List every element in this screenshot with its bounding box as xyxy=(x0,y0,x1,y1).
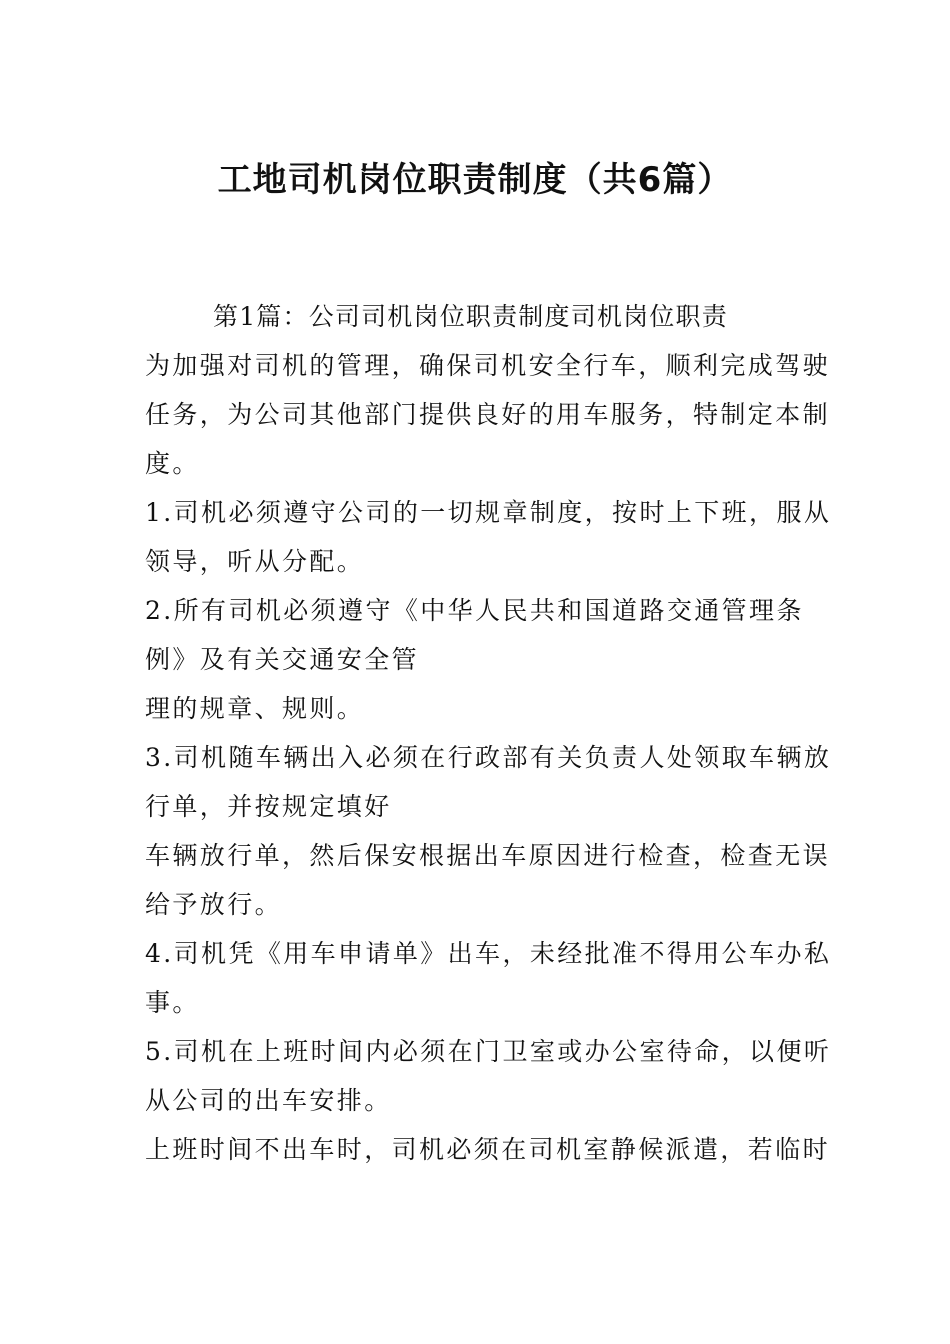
paragraph-line: 从公司的出车安排。 xyxy=(145,1086,392,1115)
paragraph-line: 给予放行。 xyxy=(145,890,283,919)
section-heading: 第1篇：公司司机岗位职责制度司机岗位职责 xyxy=(213,302,728,331)
paragraph-line: 任务，为公司其他部门提供良好的用车服务，特制定本制 xyxy=(145,400,831,429)
paragraph-line: 领导，听从分配。 xyxy=(145,547,365,576)
paragraph-line: 上班时间不出车时，司机必须在司机室静候派遣，若临时 xyxy=(145,1135,831,1164)
paragraph-line: 3.司机随车辆出入必须在行政部有关负责人处领取车辆放 xyxy=(145,743,832,772)
document-title: 工地司机岗位职责制度（共6篇） xyxy=(217,160,733,200)
paragraph-line: 度。 xyxy=(145,449,200,478)
paragraph-line: 4.司机凭《用车申请单》出车，未经批准不得用公车办私 xyxy=(145,939,832,968)
paragraph-line: 1.司机必须遵守公司的一切规章制度，按时上下班，服从 xyxy=(145,498,832,527)
paragraph-line: 2.所有司机必须遵守《中华人民共和国道路交通管理条 xyxy=(145,596,804,625)
document-body xyxy=(145,292,832,1174)
paragraph-line: 车辆放行单，然后保安根据出车原因进行检查，检查无误 xyxy=(145,841,831,870)
paragraph-line: 例》及有关交通安全管 xyxy=(145,645,420,674)
paragraph-line: 5.司机在上班时间内必须在门卫室或办公室待命，以便听 xyxy=(145,1037,832,1066)
paragraph-line: 理的规章、规则。 xyxy=(145,694,365,723)
paragraph-line: 行单，并按规定填好 xyxy=(145,792,392,821)
paragraph-line: 为加强对司机的管理，确保司机安全行车，顺利完成驾驶 xyxy=(145,351,831,380)
paragraph-line: 事。 xyxy=(145,988,200,1017)
